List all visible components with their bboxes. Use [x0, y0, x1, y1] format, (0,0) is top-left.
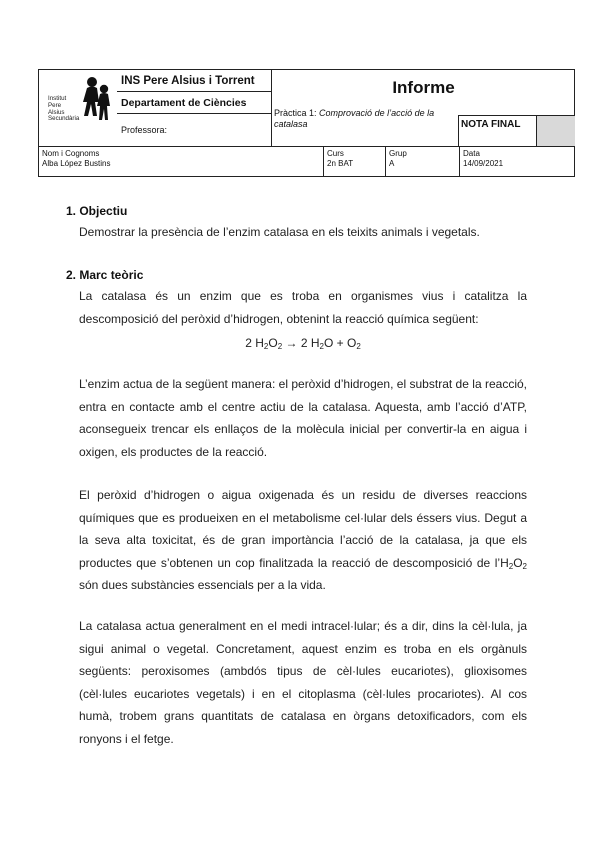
header-info-row — [39, 147, 574, 176]
date-cell — [459, 147, 574, 176]
practice-title — [272, 108, 462, 130]
p3-sub: 2 — [508, 561, 514, 571]
theory-paragraph-4: La catalasa actua generalment en el medi intracel·lular; és a dir, dins la cèl·lula, ja sigui animal o vegetal. Concretament, aquest enzim es troba en els orgànuls següents: peroxisomes (ambdós tipus de cèl·lules eucariotes), glioxisomes (cèl·lules eucariotes vegetals) i en el citoplasma (cèl·lules procariotes). Al cos humà, trobem grans quantitats de catalasa en òrgans detoxificadors, com els ronyons i el fetge. — [79, 619, 527, 746]
objective-heading: 1. Objectiu — [66, 204, 128, 218]
course-cell — [323, 147, 385, 176]
theory-paragraph-1: La catalasa és un enzim que es troba en organismes vius i catalitza la descomposició del peròxid d’hidrogen, obtenint la reacció química següent: — [79, 289, 527, 326]
eq-sub: 2 — [277, 342, 283, 351]
logo-line: Alsius — [48, 108, 65, 116]
header-table — [38, 69, 575, 177]
practice-prefix: Pràctica 1: — [274, 108, 317, 118]
eq-arrow: → — [282, 336, 301, 350]
header-top-row — [39, 70, 574, 147]
student-label: Nom i Cognoms — [42, 149, 100, 158]
group-value: A — [389, 159, 395, 168]
eq-sub: 2 — [263, 342, 269, 351]
report-title: Informe — [392, 78, 455, 97]
theory-paragraph-2: L’enzim actua de la següent manera: el peròxid d’hidrogen, el substrat de la reacció, entra en contacte amb el centre actiu de la catalasa. Aquesta, amb l’acció d’ATP, aconsegueix trencar els enllaços de la molècula inicial per convertir-la en aigua i oxigen, els productes de la reacció. — [79, 377, 527, 459]
p3-end: són dues substàncies essencials per a la vida. — [79, 578, 326, 592]
p3-o: O — [513, 555, 523, 570]
reaction-equation — [79, 336, 527, 350]
p3-sub: 2 — [522, 561, 527, 571]
eq-sub: 2 — [319, 342, 324, 351]
theory-heading: 2. Marc teòric — [66, 268, 144, 282]
logo-caption — [48, 96, 79, 123]
course-label: Curs — [327, 149, 344, 158]
course-value: 2n BAT — [327, 159, 354, 168]
school-cell — [117, 70, 271, 146]
group-cell — [385, 147, 459, 176]
school-name: INS Pere Alsius i Torrent — [117, 70, 271, 92]
objective-text: Demostrar la presència de l’enzim catalasa en els teixits animals i vegetals. — [79, 225, 480, 239]
students-logo-icon — [79, 76, 115, 122]
department-name: Departament de Ciències — [117, 92, 271, 114]
grade-label: NOTA FINAL — [458, 115, 536, 146]
eq-part: 2 H — [300, 336, 320, 350]
group-label: Grup — [389, 149, 407, 158]
school-logo — [39, 70, 117, 146]
date-label: Data — [463, 149, 480, 158]
logo-line: Pere — [48, 101, 62, 109]
eq-part: O — [268, 336, 278, 350]
logo-line: Secundària — [48, 115, 80, 123]
student-name: Alba López Bustins — [42, 159, 111, 168]
eq-sub: 2 — [356, 342, 361, 351]
p3-main: El peròxid d’hidrogen o aigua oxigenada és un residu de diverses reaccions químiques que es produeixen en el metabolisme cel·lular dels éssers vius. Degut a la seva alta toxicitat, és de gran importància l’acció de la catalasa, ja que els productes que s’obtenen un cop finalitzada la reacció de descomposició de l’H — [79, 488, 527, 570]
teacher-label: Professora: — [121, 125, 168, 135]
theory-paragraph-3 — [79, 484, 527, 597]
eq-part: O + O — [323, 336, 357, 350]
report-cell — [271, 70, 575, 146]
logo-line: Institut — [48, 95, 67, 102]
practice-name: Comprovació de l’acció de la catalasa — [274, 108, 435, 129]
grade-value-box — [536, 115, 575, 146]
date-value: 14/09/2021 — [463, 159, 504, 168]
eq-part: 2 H — [245, 336, 264, 350]
student-cell — [39, 147, 323, 176]
